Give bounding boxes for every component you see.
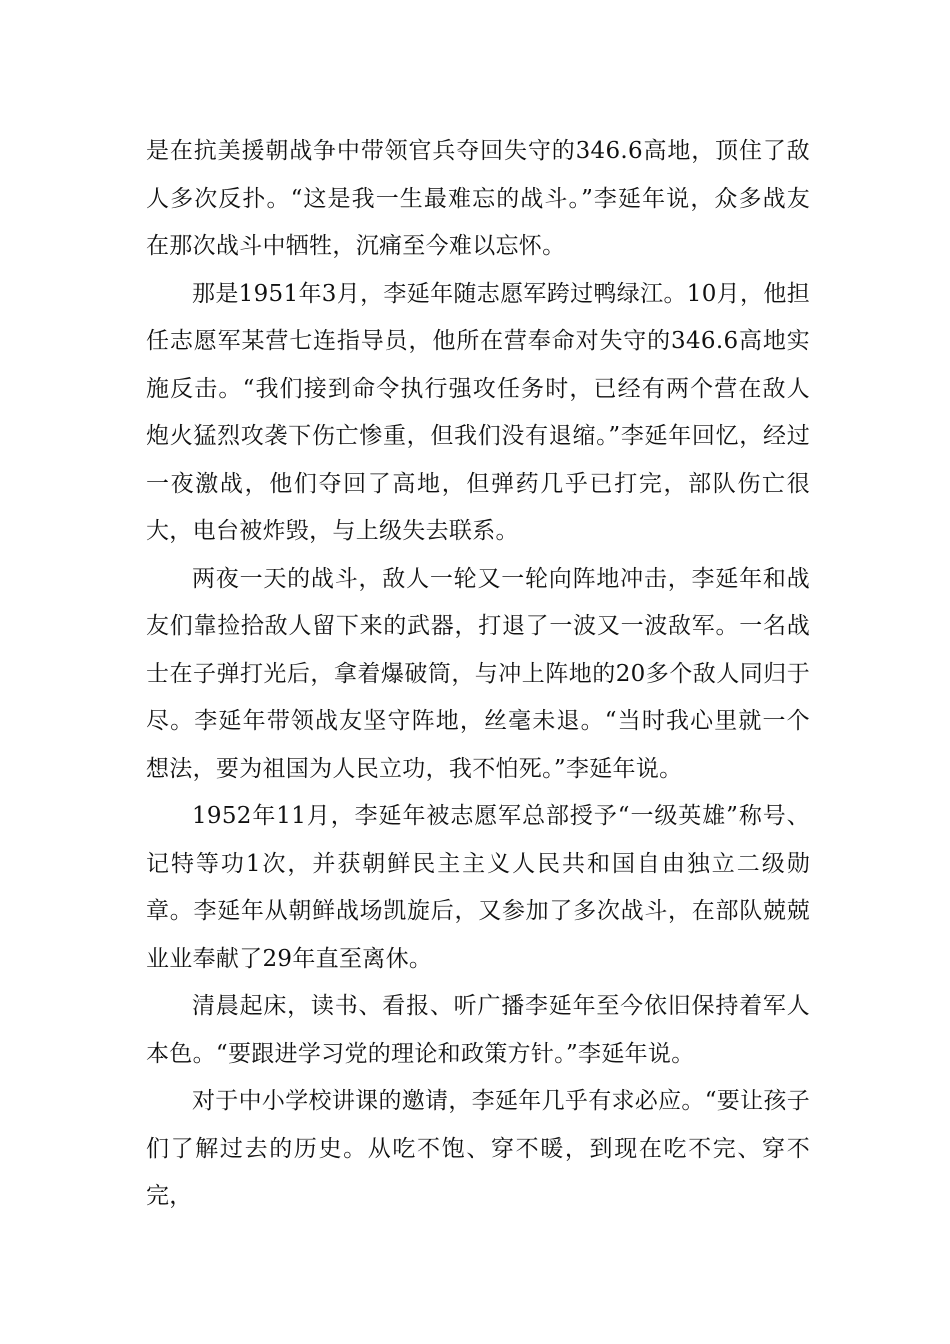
article-body xyxy=(146,128,810,1221)
paragraph-1: 是在抗美援朝战争中带领官兵夺回失守的346.6高地，顶住了敌人多次反扑。“这是我一生最难忘的战斗。”李延年说，众多战友在那次战斗中牺牲，沉痛至今难以忘怀。 xyxy=(146,138,810,259)
paragraph-5: 清晨起床，读书、看报、听广播李延年至今依旧保持着军人本色。“要跟进学习党的理论和政策方针。”李延年说。 xyxy=(146,993,810,1067)
paragraph-3: 两夜一天的战斗，敌人一轮又一轮向阵地冲击，李延年和战友们靠捡拾敌人留下来的武器，打退了一波又一波敌军。一名战士在子弹打光后，拿着爆破筒，与冲上阵地的20多个敌人同归于尽。李延年带领战友坚守阵地，丝毫未退。“当时我心里就一个想法，要为祖国为人民立功，我不怕死。”李延年说。 xyxy=(146,565,810,782)
paragraph-6: 对于中小学校讲课的邀请，李延年几乎有求必应。“要让孩子们了解过去的历史。从吃不饱、穿不暖，到现在吃不完、穿不完， xyxy=(146,1088,810,1209)
paragraph-4: 1952年11月，李延年被志愿军总部授予“一级英雄”称号、记特等功1次，并获朝鲜民主主义人民共和国自由独立二级勋章。李延年从朝鲜战场凯旋后，又参加了多次战斗，在部队兢兢业业奉献了29年直至离休。 xyxy=(146,803,810,972)
paragraph-2: 那是1951年3月，李延年随志愿军跨过鸭绿江。10月，他担任志愿军某营七连指导员，他所在营奉命对失守的346.6高地实施反击。“我们接到命令执行强攻任务时，已经有两个营在敌人炮火猛烈攻袭下伤亡惨重，但我们没有退缩。”李延年回忆，经过一夜激战，他们夺回了高地，但弹药几乎已打完，部队伤亡很大，电台被炸毁，与上级失去联系。 xyxy=(146,280,810,544)
